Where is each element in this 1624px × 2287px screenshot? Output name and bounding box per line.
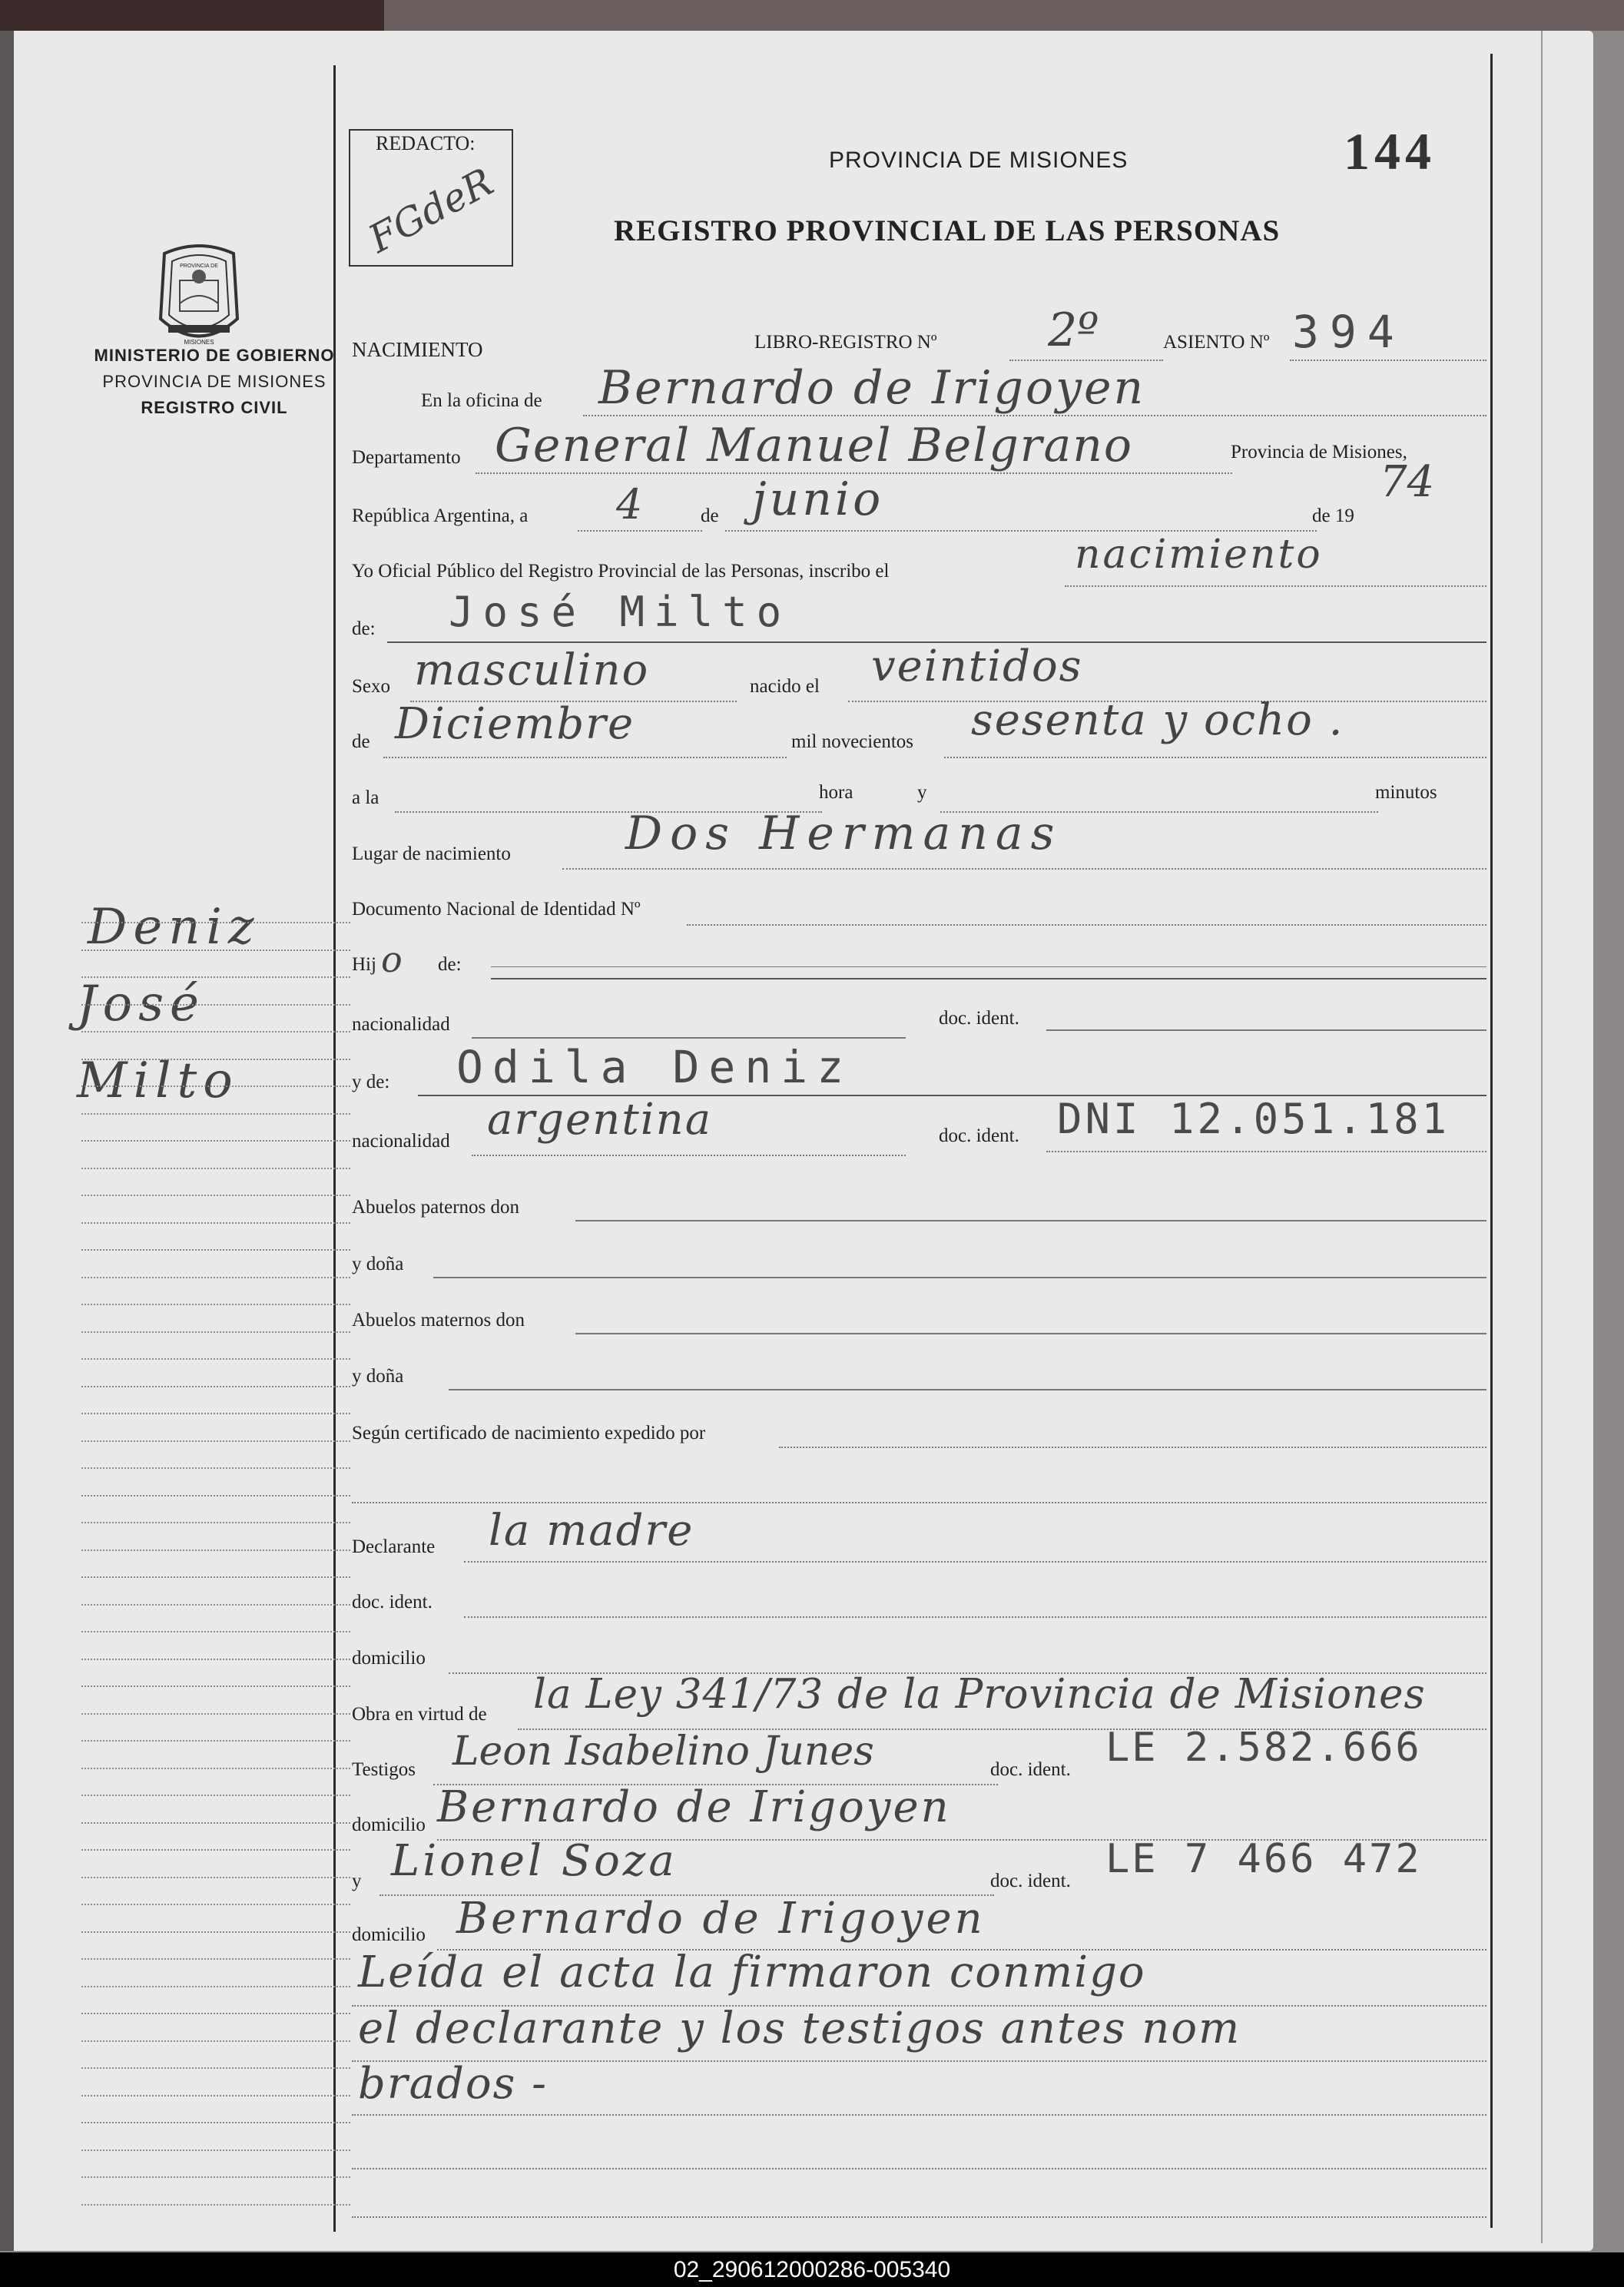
margin-rule (81, 1413, 350, 1414)
segun-line (779, 1447, 1486, 1448)
libro-value: 2º (1048, 303, 1099, 357)
departamento-value: General Manuel Belgrano (495, 419, 1133, 472)
margin-rule (81, 1195, 350, 1196)
margin-rule (81, 1849, 350, 1851)
margin-rule (81, 1604, 350, 1606)
testigo2-doc-label: doc. ident. (990, 1871, 1071, 1891)
obra-label: Obra en virtud de (352, 1704, 487, 1725)
provincia-label: Provincia de Misiones, (1231, 442, 1407, 462)
abuela-materna-line (449, 1389, 1486, 1390)
margin-note-surname: Deniz (88, 899, 260, 956)
abuelos-paternos-line (575, 1220, 1486, 1221)
margin-rule (81, 1059, 350, 1060)
right-border (1490, 54, 1493, 2228)
seal-emblem-top: PROVINCIA DE (180, 264, 218, 269)
margin-rule (81, 1277, 350, 1278)
closing-text-3: brados - (358, 2059, 549, 2109)
margin-rule (81, 1113, 350, 1115)
margin-rule (81, 976, 350, 978)
ministry-seal-icon (149, 238, 249, 353)
registry-title: REGISTRO PROVINCIAL DE LAS PERSONAS (614, 214, 1281, 247)
margin-rule (81, 2013, 350, 2014)
margin-rule (81, 2204, 350, 2206)
closing-line-3 (352, 2114, 1486, 2116)
abuelos-maternos-line (575, 1333, 1486, 1334)
yo-oficial-label: Yo Oficial Público del Registro Provincial de las Personas, inscribo el (352, 561, 890, 582)
province-heading: PROVINCIA DE MISIONES (829, 147, 1129, 173)
margin-rule (81, 1931, 350, 1933)
abuelos-paternos-label: Abuelos paternos don (352, 1197, 520, 1218)
abuelos-maternos-label: Abuelos maternos don (352, 1310, 525, 1331)
y-de-label: y de: (352, 1072, 390, 1092)
margin-rule (81, 1822, 350, 1824)
margin-rule (81, 1358, 350, 1360)
anio-nac-line (944, 757, 1486, 758)
margin-rule (81, 1031, 350, 1032)
declarante-line (464, 1561, 1486, 1563)
margin-rule (81, 1904, 350, 1905)
doc-padre-label: doc. ident. (939, 1008, 1019, 1029)
de-mes-label: de (701, 505, 719, 526)
abuela-paterna-line (433, 1277, 1486, 1278)
inscribo-value: nacimiento (1075, 532, 1323, 578)
book-gutter (0, 31, 14, 2251)
declarante-domicilio-label: domicilio (352, 1648, 426, 1669)
margin-rule (81, 1576, 350, 1578)
testigo1-domicilio-label: domicilio (352, 1815, 426, 1835)
persona-de-label: de: (352, 618, 376, 639)
lugar-line (562, 868, 1486, 870)
persona-value: José Milto (449, 588, 791, 636)
margin-rule (81, 1140, 350, 1142)
margin-rule (81, 2122, 350, 2123)
nacionalidad-madre-value: argentina (487, 1095, 713, 1145)
closing-line-5 (352, 2216, 1486, 2218)
margin-rule (81, 1631, 350, 1632)
seal-line-registry: REGISTRO CIVIL (141, 398, 288, 417)
doc-madre-value: DNI 12.051.181 (1057, 1095, 1450, 1143)
nacionalidad-padre-label: nacionalidad (352, 1014, 450, 1035)
redacto-mark: FGdeR (361, 159, 501, 262)
declarante-doc-line (464, 1616, 1486, 1618)
margin-rule (81, 2149, 350, 2151)
nacido-label: nacido el (750, 676, 820, 697)
margin-rule (81, 922, 350, 923)
seal-emblem-bottom: MISIONES (184, 339, 214, 346)
dia-value: 4 (616, 480, 643, 529)
anio-nac-value: sesenta y ocho . (971, 695, 1344, 745)
testigo2-value: Lionel Soza (391, 1836, 678, 1886)
margin-rule (81, 1304, 350, 1305)
closing-text-1: Leída el acta la firmaron conmigo (358, 1947, 1146, 1997)
declarante-doc-label: doc. ident. (352, 1592, 433, 1613)
y-min-label: y (917, 782, 927, 803)
republica-label: República Argentina, a (352, 505, 529, 526)
asiento-line (1290, 360, 1486, 361)
margin-rule (81, 1768, 350, 1769)
margin-rule (81, 1085, 350, 1087)
seal-line-province: PROVINCIA DE MISIONES (102, 372, 326, 391)
testigo1-domicilio-value: Bernardo de Irigoyen (437, 1782, 951, 1832)
padre-line (491, 978, 1486, 979)
doc-padre-line (1046, 1029, 1486, 1031)
margin-rule (81, 1986, 350, 1987)
hijo-label: Hij (352, 954, 376, 975)
redacto-label: REDACTO: (376, 132, 476, 154)
testigo2-doc-value: LE 7 466 472 (1105, 1836, 1422, 1882)
margin-rule (81, 1004, 350, 1006)
margin-rule (81, 1495, 350, 1496)
mes-nac-line (383, 757, 787, 758)
doc-madre-line (1046, 1151, 1486, 1152)
madre-value: Odila Deniz (456, 1041, 853, 1093)
doc-madre-label: doc. ident. (939, 1125, 1019, 1146)
libro-label: LIBRO-REGISTRO Nº (754, 332, 937, 353)
margin-rule (81, 1467, 350, 1469)
departamento-label: Departamento (352, 447, 461, 468)
record-type-label: NACIMIENTO (352, 338, 483, 361)
nacido-value: veintidos (871, 641, 1083, 691)
oficina-label: En la oficina de (421, 390, 542, 411)
testigo1-doc-label: doc. ident. (990, 1759, 1071, 1780)
margin-rule (81, 1740, 350, 1742)
ala-label: a la (352, 787, 379, 808)
dni-label: Documento Nacional de Identidad Nº (352, 899, 641, 920)
right-border-outer (1541, 31, 1543, 2243)
declarante-value: la madre (489, 1506, 694, 1556)
sexo-value: masculino (414, 645, 650, 695)
margin-rule (81, 2095, 350, 2096)
testigo1-doc-value: LE 2.582.666 (1105, 1725, 1422, 1771)
de19-label: de 19 (1312, 505, 1354, 526)
margin-rule (81, 1386, 350, 1387)
margin-rule (81, 1522, 350, 1523)
segun-line-2 (352, 1502, 1486, 1503)
hijo-de-label: de: (438, 954, 462, 975)
dia-line (578, 530, 702, 532)
margin-rule (81, 1440, 350, 1442)
mil-label: mil novecientos (791, 731, 913, 752)
page-number: 144 (1344, 122, 1436, 181)
margin-rule (81, 1249, 350, 1251)
margin-rule (81, 1659, 350, 1660)
testigos-label: Testigos (352, 1759, 416, 1780)
abuela-paterna-label: y doña (352, 1254, 404, 1274)
oficina-value: Bernardo de Irigoyen (598, 361, 1146, 415)
sexo-label: Sexo (352, 676, 390, 697)
testigo2-domicilio-value: Bernardo de Irigoyen (456, 1894, 986, 1944)
testigo2-domicilio-label: domicilio (352, 1924, 426, 1945)
margin-rule (81, 2040, 350, 2042)
scan-caption: 02_290612000286-005340 (0, 2252, 1624, 2287)
padre-line-2 (491, 966, 1486, 967)
declarante-label: Declarante (352, 1536, 436, 1557)
testigo1-value: Leon Isabelino Junes (452, 1729, 874, 1775)
abuela-materna-label: y doña (352, 1366, 404, 1387)
margin-rule (81, 1795, 350, 1796)
anio-value: 74 (1380, 457, 1435, 507)
margin-rule (81, 1222, 350, 1224)
hora-label: hora (819, 782, 853, 803)
margin-rule (81, 2176, 350, 2178)
lugar-label: Lugar de nacimiento (352, 844, 511, 864)
margin-rule (81, 1877, 350, 1878)
book-edge (0, 0, 1624, 31)
margin-rule (81, 2067, 350, 2069)
inscribo-line (1065, 585, 1486, 587)
margin-note-name1: José (77, 976, 205, 1032)
asiento-value: 394 (1292, 306, 1405, 358)
testigo2-y-label: y (352, 1871, 362, 1891)
asiento-label: ASIENTO Nº (1163, 332, 1270, 353)
obra-value: la Ley 341/73 de la Provincia de Misiones (533, 1671, 1426, 1718)
hijo-suffix: o (381, 939, 403, 980)
segun-label: Según certificado de nacimiento expedido por (352, 1423, 706, 1443)
mes-nac-value: Diciembre (395, 699, 635, 749)
dni-line (687, 924, 1486, 926)
oficina-line (583, 415, 1486, 416)
margin-rule (81, 1168, 350, 1169)
margin-rule (81, 1958, 350, 1960)
margin-rule (81, 1331, 350, 1333)
nacionalidad-padre-line (472, 1037, 906, 1039)
margin-rule (81, 1713, 350, 1715)
mes-value: junio (752, 472, 884, 526)
margin-rule (81, 1550, 350, 1551)
nacionalidad-madre-line (472, 1155, 906, 1156)
register-page (11, 31, 1593, 2251)
closing-line-4 (352, 2168, 1486, 2169)
closing-text-2: el declarante y los testigos antes nom (358, 2004, 1241, 2053)
de-mes-nac-label: de (352, 731, 370, 752)
minutos-label: minutos (1375, 782, 1437, 803)
margin-rule (81, 950, 350, 951)
margin-note-name2: Milto (77, 1052, 239, 1109)
margin-rule (81, 1685, 350, 1687)
nacionalidad-madre-label: nacionalidad (352, 1131, 450, 1152)
seal-line-ministry: MINISTERIO DE GOBIERNO (94, 346, 335, 365)
lugar-value: Dos Hermanas (625, 807, 1062, 860)
